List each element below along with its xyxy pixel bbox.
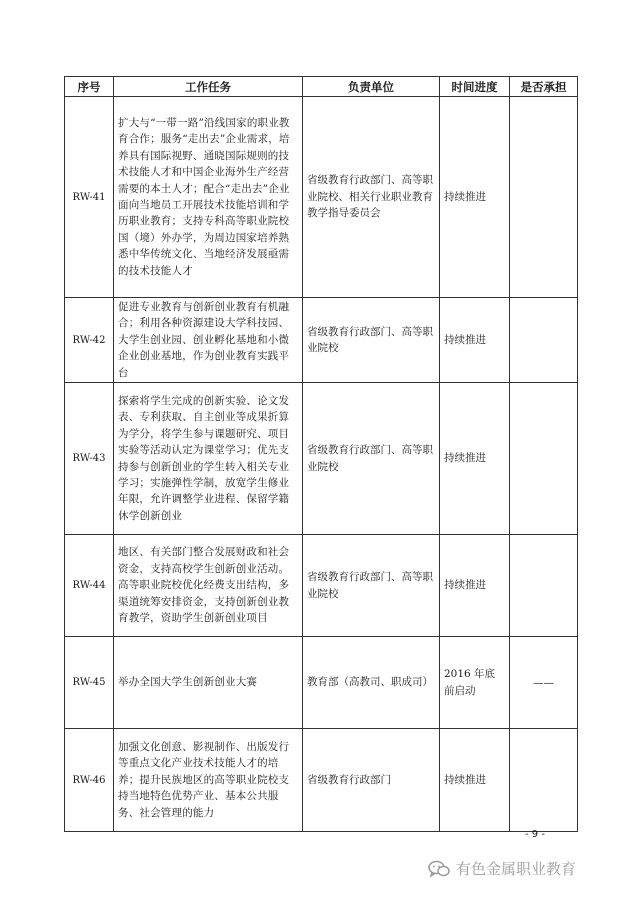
row-unit: 省级教育行政部门、高等职业院校	[303, 383, 440, 535]
row-id: RW-45	[65, 637, 114, 729]
row-take	[510, 298, 578, 383]
row-time: 持续推进	[440, 383, 510, 535]
row-id: RW-41	[65, 97, 114, 298]
table-row	[65, 729, 578, 832]
row-task: 促进专业教育与创新创业教育有机融合；利用各种资源建设大学科技园、大学生创业园、创业孵化基地和小微企业创业基地，作为创业教育实践平台	[114, 298, 303, 383]
row-task: 举办全国大学生创新创业大赛	[114, 637, 303, 729]
row-unit: 省级教育行政部门、高等职业院校	[303, 535, 440, 637]
table-row	[65, 298, 578, 383]
row-unit: 省级教育行政部门、高等职业院校、相关行业职业教育教学指导委员会	[303, 97, 440, 298]
table-row	[65, 637, 578, 729]
row-unit: 省级教育行政部门	[303, 729, 440, 832]
header-id: 序号	[65, 77, 114, 97]
watermark	[428, 858, 576, 879]
row-time: 持续推进	[440, 298, 510, 383]
row-id: RW-43	[65, 383, 114, 535]
row-id: RW-44	[65, 535, 114, 637]
row-take	[510, 97, 578, 298]
row-id: RW-46	[65, 729, 114, 832]
row-task: 地区、有关部门整合发展财政和社会资金，支持高校学生创新创业活动。高等职业院校优化经费支出结构，多渠道统筹安排资金，支持创新创业教育教学，资助学生创新创业项目	[114, 535, 303, 637]
header-task: 工作任务	[114, 77, 303, 97]
table-row	[65, 535, 578, 637]
row-time: 持续推进	[440, 97, 510, 298]
header-take: 是否承担	[510, 77, 578, 97]
row-task: 探索将学生完成的创新实验、论文发表、专利获取、自主创业等成果折算为学分，将学生参与课题研究、项目实验等活动认定为课堂学习；优先支持参与创新创业的学生转入相关专业学习；实施弹性学制，放宽学生修业年限，允许调整学业进程、保留学籍休学创新创业	[114, 383, 303, 535]
task-table	[64, 76, 578, 832]
row-take	[510, 383, 578, 535]
header-unit: 负责单位	[303, 77, 440, 97]
row-task: 加强文化创意、影视制作、出版发行等重点文化产业技术技能人才的培养；提升民族地区的高等职业院校支持当地特色优势产业、基本公共服务、社会管理的能力	[114, 729, 303, 832]
row-time: 持续推进	[440, 535, 510, 637]
row-time: 持续推进	[440, 729, 510, 832]
row-take	[510, 535, 578, 637]
row-unit: 省级教育行政部门、高等职业院校	[303, 298, 440, 383]
row-take: ——	[510, 637, 578, 729]
table-row	[65, 97, 578, 298]
wechat-icon	[428, 860, 450, 878]
table-header-row	[65, 77, 578, 97]
row-unit: 教育部（高教司、职成司）	[303, 637, 440, 729]
row-id: RW-42	[65, 298, 114, 383]
row-time: 2016 年底前启动	[440, 637, 510, 729]
table-row	[65, 383, 578, 535]
watermark-text: 有色金属职业教育	[456, 860, 577, 878]
row-task: 扩大与“一带一路”沿线国家的职业教育合作；服务“走出去”企业需求，培养具有国际视野、通晓国际规则的技术技能人才和中国企业海外生产经营需要的本土人才；配合“走出去”企业面向当地员工开展技术技能培训和学历职业教育；支持专科高等职业院校国（境）外办学，为周边国家培养熟悉中华传统文化、当地经济发展亟需的技术技能人才	[114, 97, 303, 298]
header-time: 时间进度	[440, 77, 510, 97]
page-number: - 9 -	[525, 829, 545, 840]
row-take	[510, 729, 578, 832]
